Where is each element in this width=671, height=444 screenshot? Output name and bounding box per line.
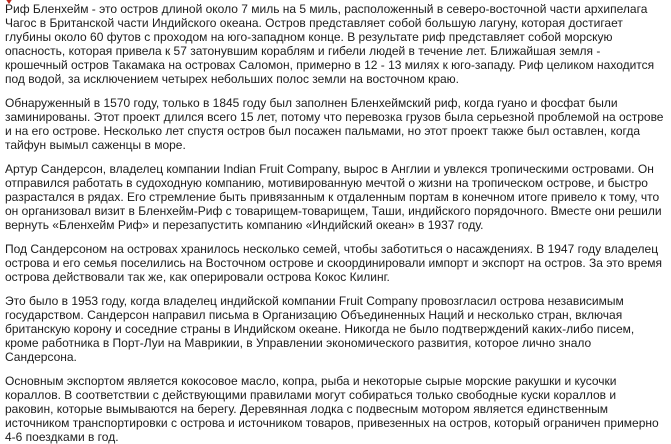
- article-paragraph-3: Артур Сандерсон, владелец компании Indian Fruit Company, вырос в Англии и увлекся тропическими островами. Он отправился работать в судоходную компанию, мотивированную мечтой о жизни на тропическом острове, и быстро разрастался в рядах. Его стремление быть привязанным к отдаленным портам в конечном итоге привело к тому, что он организовал визит в Бленхейм-Риф с товарищем-товарищем, Таши, индийского порядочного. Вместе они решили вернуть «Бленхейм Риф» и перезапустить компанию «Индийский океан» в 1937 году.: [5, 162, 662, 232]
- article-paragraph-1: Риф Бленхейм - это остров длиной около 7 миль на 5 миль, расположенный в северо-восточной части архипелага Чагос в Британской части Индийского океана. Остров представляет собой большую лагуну, которая достигает глубины около 60 футов с проходом на юго-западном конце. В результате риф представляет собой морскую опасность, которая привела к 57 затонувшим кораблям и гибели людей в течение лет. Ближайшая земля - крошечный остров Такамака на островах Саломон, примерно в 12 - 13 милях к юго-западу. Риф целиком находится под водой, за исключением четырех небольших полос земли на восточном краю.: [5, 2, 655, 86]
- article-paragraph-6: Основным экспортом является кокосовое масло, копра, рыба и некоторые сырые морские ракушки и кусочки кораллов. В соответствии с действующими правилами могут собираться только свободные куски кораллов и раковин, которые вымываются на берегу. Деревянная лодка с подвесным мотором является единственным источником транспортировки с острова и источником товаров, привезенных на остров, который ограничен примерно 4-6 поездками в год.: [5, 374, 659, 444]
- article-paragraph-5: Это было в 1953 году, когда владелец индийской компании Fruit Company провозгласил острова независимым государством. Сандерсон направил письма в Организацию Объединенных Наций и несколько стран, включая британскую корону и соседние страны в Индийском океане. Никогда не было подтверждений каких-либо писем, кроме работника в Порт-Луи на Маврикии, в Управлении экономического развития, которое лично знало Сандерсона.: [5, 294, 635, 364]
- article-paragraph-2: Обнаруженный в 1570 году, только в 1845 году был заполнен Бленхеймский риф, когда гуано и фосфат были заминированы. Этот проект длился всего 15 лет, потому что перевозка грузов была серьезной проблемой на острове и на его острове. Несколько лет спустя остров был посажен пальмами, но этот проект также был оставлен, когда тайфун вымыл саженцы в море.: [5, 96, 664, 152]
- article-paragraph-4: Под Сандерсоном на островах хранилось несколько семей, чтобы заботиться о насаждениях. В 1947 году владелец острова и его семья поселились на Восточном острове и скоординировали импорт и экспорт на остров. За это время острова действовали так же, как оперировали острова Кокос Килинг.: [5, 242, 663, 284]
- bullet-marker-icon: [5, 0, 13, 4]
- article-body: [5, 2, 665, 444]
